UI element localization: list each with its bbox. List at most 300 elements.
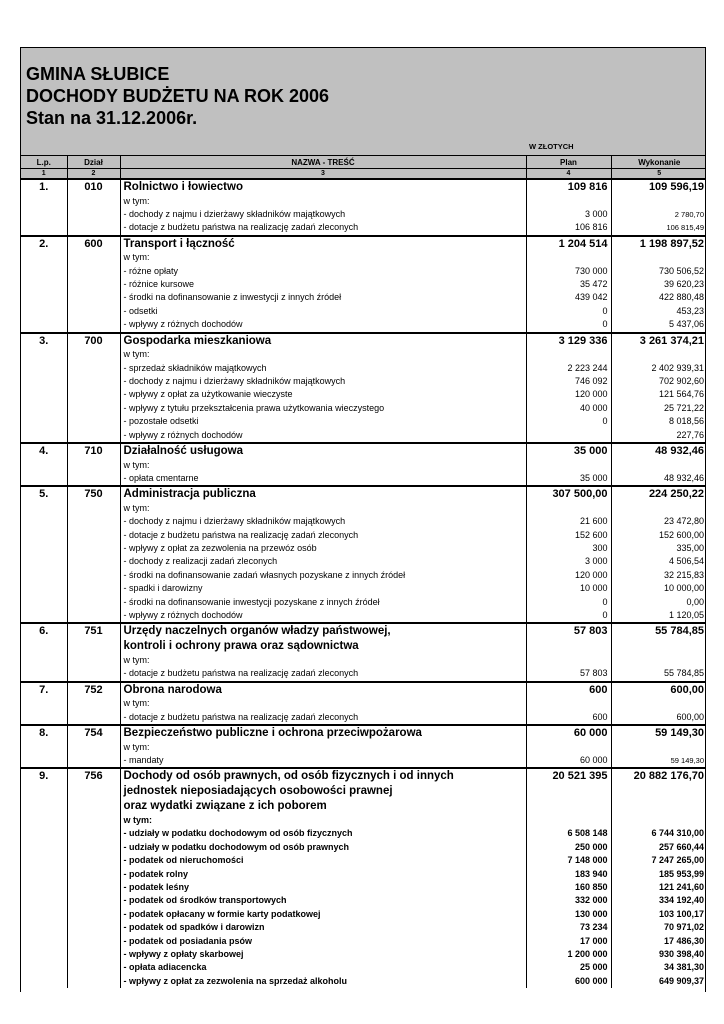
wykonanie-value-cell — [611, 348, 706, 361]
section-row — [21, 623, 706, 639]
section-dzial-cell — [67, 569, 120, 582]
section-lp-cell — [21, 318, 67, 332]
plan-value-cell: 60 000 — [526, 725, 611, 741]
plan-value-cell: 3 000 — [526, 208, 611, 221]
currency-note: W ZŁOTYCH — [529, 142, 574, 151]
item-name-cell: w tym: — [120, 502, 526, 515]
detail-row — [21, 697, 706, 710]
plan-value-cell: 21 600 — [526, 515, 611, 528]
section-dzial-cell — [67, 975, 120, 988]
section-dzial-cell — [67, 654, 120, 667]
detail-row — [21, 195, 706, 208]
wykonanie-value-cell: 227,76 — [611, 429, 706, 443]
detail-row — [21, 375, 706, 388]
section-lp-cell: 2. — [21, 236, 67, 252]
section-dzial-cell — [67, 305, 120, 318]
item-name-cell: w tym: — [120, 251, 526, 264]
item-name-cell: - wpływy z opłaty skarbowej — [120, 948, 526, 961]
section-dzial-cell — [67, 854, 120, 867]
wykonanie-value-cell: 930 398,40 — [611, 948, 706, 961]
section-lp-cell — [21, 711, 67, 725]
plan-value-cell: 10 000 — [526, 582, 611, 595]
section-dzial-cell — [67, 799, 120, 814]
item-name-cell: - podatek opłacany w formie karty podatkowej — [120, 908, 526, 921]
plan-value-cell: 0 — [526, 318, 611, 332]
section-dzial-cell — [67, 948, 120, 961]
wykonanie-value-cell: 4 506,54 — [611, 555, 706, 568]
section-lp-cell — [21, 542, 67, 555]
plan-value-cell — [526, 348, 611, 361]
detail-row — [21, 529, 706, 542]
section-dzial-cell — [67, 291, 120, 304]
section-dzial-cell — [67, 639, 120, 654]
detail-row — [21, 935, 706, 948]
detail-row — [21, 921, 706, 934]
section-dzial-cell — [67, 961, 120, 974]
plan-value-cell: 20 521 395 — [526, 768, 611, 784]
plan-value-cell — [526, 251, 611, 264]
section-dzial-cell — [67, 208, 120, 221]
section-dzial-cell — [67, 472, 120, 486]
detail-row — [21, 221, 706, 235]
detail-row — [21, 515, 706, 528]
plan-value-cell: 1 204 514 — [526, 236, 611, 252]
section-dzial-cell — [67, 935, 120, 948]
item-name-cell: - udziały w podatku dochodowym od osób fizycznych — [120, 827, 526, 840]
wykonanie-value-cell: 121 564,76 — [611, 388, 706, 401]
section-lp-cell — [21, 921, 67, 934]
wykonanie-value-cell: 7 247 265,00 — [611, 854, 706, 867]
section-continuation-row — [21, 799, 706, 814]
detail-row — [21, 654, 706, 667]
section-lp-cell: 5. — [21, 486, 67, 502]
plan-value-cell: 17 000 — [526, 935, 611, 948]
plan-value-cell: 3 000 — [526, 555, 611, 568]
item-name-cell: - wpływy z różnych dochodów — [120, 318, 526, 332]
wykonanie-value-cell: 0,00 — [611, 596, 706, 609]
plan-value-cell — [526, 814, 611, 827]
wykonanie-value-cell: 3 261 374,21 — [611, 333, 706, 349]
wykonanie-value-cell: 103 100,17 — [611, 908, 706, 921]
col-number-4: 4 — [526, 169, 611, 180]
plan-value-cell: 307 500,00 — [526, 486, 611, 502]
section-lp-cell — [21, 221, 67, 235]
section-dzial-cell: 754 — [67, 725, 120, 741]
section-lp-cell — [21, 961, 67, 974]
item-name-cell: - środki na dofinansowanie inwestycji pozyskane z innych źródeł — [120, 596, 526, 609]
section-dzial-cell — [67, 515, 120, 528]
budget-sheet — [20, 47, 706, 992]
plan-value-cell: 3 129 336 — [526, 333, 611, 349]
budget-table — [21, 156, 706, 988]
col-header-dzial: Dział — [67, 156, 120, 169]
col-number-3: 3 — [120, 169, 526, 180]
wykonanie-value-cell — [611, 697, 706, 710]
wykonanie-value-cell — [611, 195, 706, 208]
item-name-cell: Transport i łączność — [120, 236, 526, 252]
wykonanie-value-cell — [611, 799, 706, 814]
detail-row — [21, 502, 706, 515]
wykonanie-value-cell: 25 721,22 — [611, 402, 706, 415]
section-dzial-cell: 600 — [67, 236, 120, 252]
section-lp-cell — [21, 741, 67, 754]
wykonanie-value-cell: 224 250,22 — [611, 486, 706, 502]
wykonanie-value-cell: 20 882 176,70 — [611, 768, 706, 784]
plan-value-cell: 1 200 000 — [526, 948, 611, 961]
section-lp-cell — [21, 195, 67, 208]
wykonanie-value-cell — [611, 639, 706, 654]
plan-value-cell: 0 — [526, 596, 611, 609]
wykonanie-value-cell: 5 437,06 — [611, 318, 706, 332]
wykonanie-value-cell: 48 932,46 — [611, 443, 706, 459]
item-name-cell: - dochody z najmu i dzierżawy składników majątkowych — [120, 208, 526, 221]
section-lp-cell — [21, 265, 67, 278]
plan-value-cell: 152 600 — [526, 529, 611, 542]
section-dzial-cell: 751 — [67, 623, 120, 639]
item-name-cell: - podatek od nieruchomości — [120, 854, 526, 867]
plan-value-cell: 0 — [526, 305, 611, 318]
section-dzial-cell — [67, 667, 120, 681]
section-lp-cell — [21, 894, 67, 907]
wykonanie-value-cell: 453,23 — [611, 305, 706, 318]
section-dzial-cell — [67, 195, 120, 208]
wykonanie-value-cell: 59 149,30 — [611, 725, 706, 741]
wykonanie-value-cell: 34 381,30 — [611, 961, 706, 974]
section-lp-cell — [21, 502, 67, 515]
wykonanie-value-cell — [611, 654, 706, 667]
section-dzial-cell — [67, 278, 120, 291]
section-lp-cell — [21, 429, 67, 443]
wykonanie-value-cell: 10 000,00 — [611, 582, 706, 595]
detail-row — [21, 291, 706, 304]
plan-value-cell: 0 — [526, 415, 611, 428]
plan-value-cell: 120 000 — [526, 569, 611, 582]
item-name-cell: - podatek rolny — [120, 868, 526, 881]
plan-value-cell: 183 940 — [526, 868, 611, 881]
plan-value-cell: 106 816 — [526, 221, 611, 235]
section-dzial-cell — [67, 841, 120, 854]
wykonanie-value-cell: 59 149,30 — [611, 754, 706, 768]
item-name-cell: oraz wydatki związane z ich poborem — [120, 799, 526, 814]
detail-row — [21, 881, 706, 894]
item-name-cell: w tym: — [120, 697, 526, 710]
section-dzial-cell — [67, 502, 120, 515]
plan-value-cell: 57 803 — [526, 667, 611, 681]
item-name-cell: Działalność usługowa — [120, 443, 526, 459]
section-dzial-cell — [67, 697, 120, 710]
plan-value-cell: 332 000 — [526, 894, 611, 907]
section-dzial-cell — [67, 362, 120, 375]
detail-row — [21, 472, 706, 486]
plan-value-cell: 109 816 — [526, 179, 611, 195]
document-title — [26, 63, 329, 129]
detail-row — [21, 265, 706, 278]
detail-row — [21, 305, 706, 318]
section-dzial-cell — [67, 318, 120, 332]
item-name-cell: - mandaty — [120, 754, 526, 768]
section-lp-cell — [21, 841, 67, 854]
detail-row — [21, 251, 706, 264]
item-name-cell: w tym: — [120, 195, 526, 208]
plan-value-cell: 600 000 — [526, 975, 611, 988]
wykonanie-value-cell: 1 120,05 — [611, 609, 706, 623]
item-name-cell: - dotacje z budżetu państwa na realizację zadań zleconych — [120, 529, 526, 542]
section-lp-cell — [21, 208, 67, 221]
item-name-cell: - opłata adiacencka — [120, 961, 526, 974]
detail-row — [21, 208, 706, 221]
item-name-cell: w tym: — [120, 459, 526, 472]
detail-row — [21, 429, 706, 443]
section-lp-cell — [21, 799, 67, 814]
item-name-cell: - dotacje z budżetu państwa na realizację zadań zleconych — [120, 667, 526, 681]
column-header-row — [21, 156, 706, 169]
detail-row — [21, 868, 706, 881]
plan-value-cell — [526, 799, 611, 814]
budget-rows — [21, 179, 706, 988]
detail-row — [21, 362, 706, 375]
section-lp-cell: 4. — [21, 443, 67, 459]
section-lp-cell — [21, 472, 67, 486]
section-dzial-cell — [67, 582, 120, 595]
section-dzial-cell — [67, 609, 120, 623]
section-lp-cell — [21, 609, 67, 623]
section-row — [21, 486, 706, 502]
section-row — [21, 682, 706, 698]
section-lp-cell — [21, 975, 67, 988]
wykonanie-value-cell: 23 472,80 — [611, 515, 706, 528]
item-name-cell: - wpływy z tytułu przekształcenia prawa użytkowania wieczystego — [120, 402, 526, 415]
plan-value-cell: 0 — [526, 609, 611, 623]
item-name-cell: Administracja publiczna — [120, 486, 526, 502]
detail-row — [21, 908, 706, 921]
detail-row — [21, 667, 706, 681]
plan-value-cell: 439 042 — [526, 291, 611, 304]
plan-value-cell — [526, 697, 611, 710]
wykonanie-value-cell: 70 971,02 — [611, 921, 706, 934]
plan-value-cell: 120 000 — [526, 388, 611, 401]
plan-value-cell: 25 000 — [526, 961, 611, 974]
detail-row — [21, 415, 706, 428]
plan-value-cell — [526, 784, 611, 799]
item-name-cell: - podatek od posiadania psów — [120, 935, 526, 948]
wykonanie-value-cell: 334 192,40 — [611, 894, 706, 907]
detail-row — [21, 841, 706, 854]
section-dzial-cell — [67, 429, 120, 443]
item-name-cell: Gospodarka mieszkaniowa — [120, 333, 526, 349]
detail-row — [21, 555, 706, 568]
detail-row — [21, 569, 706, 582]
wykonanie-value-cell: 39 620,23 — [611, 278, 706, 291]
item-name-cell: - wpływy z opłat za zezwolenia na sprzedaż alkoholu — [120, 975, 526, 988]
section-lp-cell — [21, 362, 67, 375]
section-lp-cell — [21, 814, 67, 827]
wykonanie-value-cell: 106 815,49 — [611, 221, 706, 235]
wykonanie-value-cell: 649 909,37 — [611, 975, 706, 988]
section-lp-cell — [21, 908, 67, 921]
section-lp-cell — [21, 375, 67, 388]
col-number-1: 1 — [21, 169, 67, 180]
title-line-3: Stan na 31.12.2006r. — [26, 108, 198, 128]
section-dzial-cell: 752 — [67, 682, 120, 698]
section-dzial-cell — [67, 894, 120, 907]
col-number-5: 5 — [611, 169, 706, 180]
wykonanie-value-cell: 2 780,70 — [611, 208, 706, 221]
wykonanie-value-cell — [611, 814, 706, 827]
item-name-cell: Urzędy naczelnych organów władzy państwowej, — [120, 623, 526, 639]
detail-row — [21, 596, 706, 609]
wykonanie-value-cell: 17 486,30 — [611, 935, 706, 948]
wykonanie-value-cell: 48 932,46 — [611, 472, 706, 486]
section-row — [21, 768, 706, 784]
section-lp-cell — [21, 529, 67, 542]
section-lp-cell — [21, 596, 67, 609]
section-lp-cell — [21, 402, 67, 415]
item-name-cell: - dochody z najmu i dzierżawy składników majątkowych — [120, 515, 526, 528]
section-lp-cell: 9. — [21, 768, 67, 784]
wykonanie-value-cell — [611, 784, 706, 799]
plan-value-cell: 730 000 — [526, 265, 611, 278]
item-name-cell: - pozostałe odsetki — [120, 415, 526, 428]
wykonanie-value-cell: 109 596,19 — [611, 179, 706, 195]
item-name-cell: w tym: — [120, 654, 526, 667]
section-dzial-cell — [67, 711, 120, 725]
item-name-cell: - środki na dofinansowanie zadań własnych pozyskane z innych źródeł — [120, 569, 526, 582]
section-dzial-cell: 010 — [67, 179, 120, 195]
wykonanie-value-cell: 185 953,99 — [611, 868, 706, 881]
section-lp-cell — [21, 305, 67, 318]
detail-row — [21, 459, 706, 472]
wykonanie-value-cell: 600,00 — [611, 711, 706, 725]
section-lp-cell — [21, 278, 67, 291]
section-dzial-cell — [67, 784, 120, 799]
detail-row — [21, 894, 706, 907]
sheet-header — [21, 48, 705, 156]
wykonanie-value-cell: 257 660,44 — [611, 841, 706, 854]
plan-value-cell: 130 000 — [526, 908, 611, 921]
plan-value-cell: 600 — [526, 682, 611, 698]
plan-value-cell: 300 — [526, 542, 611, 555]
section-dzial-cell — [67, 908, 120, 921]
plan-value-cell — [526, 654, 611, 667]
detail-row — [21, 388, 706, 401]
section-lp-cell: 8. — [21, 725, 67, 741]
detail-row — [21, 854, 706, 867]
wykonanie-value-cell: 32 215,83 — [611, 569, 706, 582]
section-lp-cell — [21, 515, 67, 528]
plan-value-cell: 600 — [526, 711, 611, 725]
detail-row — [21, 975, 706, 988]
wykonanie-value-cell: 121 241,60 — [611, 881, 706, 894]
item-name-cell: - dotacje z budżetu państwa na realizację zadań zleconych — [120, 221, 526, 235]
section-dzial-cell — [67, 459, 120, 472]
item-name-cell: - wpływy z różnych dochodów — [120, 609, 526, 623]
detail-row — [21, 278, 706, 291]
item-name-cell: w tym: — [120, 348, 526, 361]
wykonanie-value-cell — [611, 502, 706, 515]
section-lp-cell — [21, 881, 67, 894]
section-dzial-cell — [67, 814, 120, 827]
section-lp-cell — [21, 348, 67, 361]
section-lp-cell — [21, 667, 67, 681]
item-name-cell: Rolnictwo i łowiectwo — [120, 179, 526, 195]
section-lp-cell — [21, 415, 67, 428]
plan-value-cell: 57 803 — [526, 623, 611, 639]
item-name-cell: - różnice kursowe — [120, 278, 526, 291]
item-name-cell: Dochody od osób prawnych, od osób fizycznych i od innych — [120, 768, 526, 784]
wykonanie-value-cell: 8 018,56 — [611, 415, 706, 428]
title-line-2: DOCHODY BUDŻETU NA ROK 2006 — [26, 86, 330, 106]
col-number-2: 2 — [67, 169, 120, 180]
wykonanie-value-cell — [611, 251, 706, 264]
plan-value-cell: 746 092 — [526, 375, 611, 388]
section-lp-cell: 1. — [39, 181, 49, 193]
plan-value-cell: 7 148 000 — [526, 854, 611, 867]
wykonanie-value-cell: 152 600,00 — [611, 529, 706, 542]
section-dzial-cell — [67, 868, 120, 881]
section-lp-cell — [21, 754, 67, 768]
section-dzial-cell — [67, 265, 120, 278]
wykonanie-value-cell — [611, 459, 706, 472]
section-row — [21, 333, 706, 349]
section-lp-cell — [21, 654, 67, 667]
detail-row — [21, 827, 706, 840]
detail-row — [21, 582, 706, 595]
plan-value-cell: 40 000 — [526, 402, 611, 415]
section-continuation-row — [21, 784, 706, 799]
wykonanie-value-cell: 6 744 310,00 — [611, 827, 706, 840]
section-dzial-cell: 750 — [67, 486, 120, 502]
section-dzial-cell — [67, 542, 120, 555]
section-dzial-cell — [67, 881, 120, 894]
section-row — [21, 236, 706, 252]
plan-value-cell: 160 850 — [526, 881, 611, 894]
section-row — [21, 443, 706, 459]
plan-value-cell: 250 000 — [526, 841, 611, 854]
section-dzial-cell — [67, 921, 120, 934]
section-lp-cell — [21, 582, 67, 595]
plan-value-cell — [526, 639, 611, 654]
section-lp-cell: 3. — [21, 333, 67, 349]
section-lp-cell — [21, 784, 67, 799]
plan-value-cell — [526, 459, 611, 472]
item-name-cell: Bezpieczeństwo publiczne i ochrona przeciwpożarowa — [120, 725, 526, 741]
item-name-cell: - podatek leśny — [120, 881, 526, 894]
section-lp-cell — [21, 459, 67, 472]
col-header-name: NAZWA - TREŚĆ — [120, 156, 526, 169]
item-name-cell: - spadki i darowizny — [120, 582, 526, 595]
section-dzial-cell — [67, 827, 120, 840]
wykonanie-value-cell: 1 198 897,52 — [611, 236, 706, 252]
section-lp-cell — [21, 555, 67, 568]
section-dzial-cell: 756 — [67, 768, 120, 784]
title-line-1: GMINA SŁUBICE — [26, 64, 170, 84]
section-lp-cell — [21, 291, 67, 304]
section-lp-cell — [21, 639, 67, 654]
plan-value-cell — [526, 741, 611, 754]
item-name-cell: - opłata cmentarne — [120, 472, 526, 486]
plan-value-cell: 35 472 — [526, 278, 611, 291]
detail-row — [21, 318, 706, 332]
section-lp-cell — [21, 388, 67, 401]
item-name-cell: w tym: — [120, 741, 526, 754]
plan-value-cell — [526, 429, 611, 443]
section-row — [21, 179, 706, 195]
wykonanie-value-cell: 55 784,85 — [611, 623, 706, 639]
detail-row — [21, 741, 706, 754]
detail-row — [21, 711, 706, 725]
item-name-cell: - udziały w podatku dochodowym od osób prawnych — [120, 841, 526, 854]
section-lp-cell: 7. — [21, 682, 67, 698]
